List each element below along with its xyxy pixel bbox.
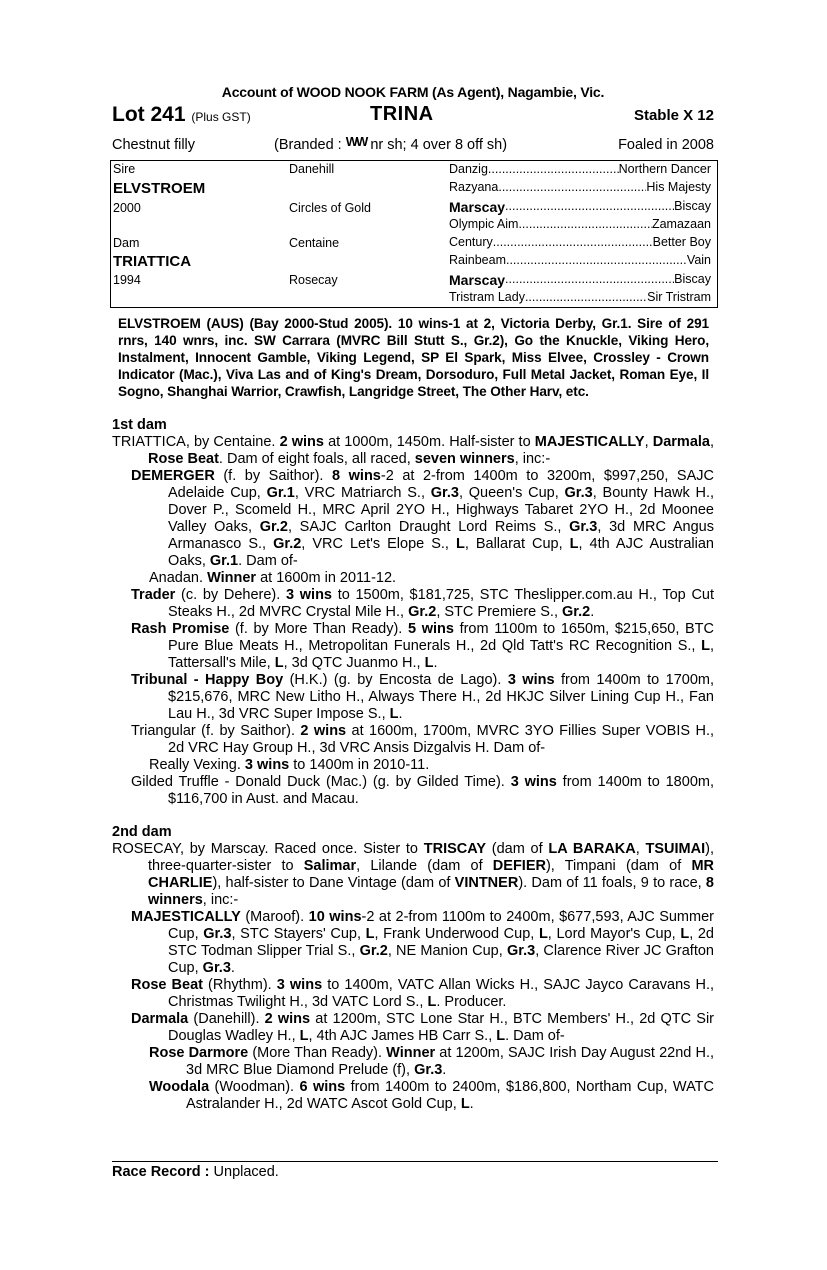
text-run: , Lord Mayor's Cup, (547, 925, 681, 942)
text-run: , VRC Matriarch S., (294, 484, 431, 501)
bold-text: Gr.3 (430, 484, 459, 501)
family-entry (112, 621, 714, 672)
text-run: (Danehill). (188, 1010, 265, 1027)
bold-text: TSUIMAI (645, 840, 706, 857)
bold-text: 2 wins (264, 1010, 311, 1027)
great-grandparent-row (449, 162, 711, 176)
great-grandparent-row (449, 199, 711, 215)
family-entry (112, 723, 714, 757)
description-line (112, 133, 714, 155)
text-run: , Clarence River JC Grafton Cup, (168, 942, 714, 976)
text-run: , 3d QTC Juanmo H., (283, 654, 425, 671)
great-grandparent-name: Century (449, 235, 493, 249)
sex-colour: Chestnut filly (112, 137, 196, 153)
bold-text: 5 wins (407, 620, 454, 637)
bold-text: Winner (207, 569, 257, 586)
stable-number: Stable X 12 (633, 107, 714, 124)
bold-text: L (496, 1027, 506, 1044)
text-run: , inc:- (202, 891, 239, 908)
bold-text: 3 wins (510, 773, 557, 790)
bold-text: Darmala (131, 1010, 189, 1027)
text-run: (f. by Saithor). (214, 467, 333, 484)
text-run: ), half-sister to Dane Vintage (dam of (212, 874, 455, 891)
text-run: Really Vexing. (149, 756, 245, 773)
bold-text: 3 wins (276, 976, 323, 993)
bold-text: MAJESTICALLY (534, 433, 645, 450)
text-run: , Ballarat Cup, (464, 535, 570, 552)
text-run: . (398, 705, 403, 722)
first-dam-heading: 1st dam (112, 416, 167, 433)
bold-text: L (427, 993, 437, 1010)
text-run: . Producer. (436, 993, 507, 1010)
great-grandparent-sire: Sir Tristram (647, 290, 711, 304)
text-run: to 1400m, VATC Allan Wicks H., SAJC Jayco Caravans H., Christmas Twilight H., 3d VATC Lord S., (168, 976, 715, 1010)
bold-text: 6 wins (299, 1078, 346, 1095)
text-run: Anadan. (149, 569, 208, 586)
text-run: to 1400m in 2010-11. (289, 756, 430, 773)
text-run: , 4th AJC James HB Carr S., (308, 1027, 497, 1044)
bold-text: L (701, 637, 710, 654)
great-grandparent-name: Rainbeam (449, 253, 506, 267)
great-grandparent-name: Tristram Lady (449, 290, 525, 304)
bold-text: L (460, 1095, 470, 1112)
bold-text: L (299, 1027, 309, 1044)
family-entry (112, 1079, 714, 1113)
text-run: Triangular (f. by Saithor). (131, 722, 301, 739)
text-run: from 1400m to 1800m, $116,700 in Aust. and Macau. (168, 773, 714, 807)
great-grandparent-sire: His Majesty (646, 180, 711, 194)
text-run: -2 at 2-from 1100m to 2400m, $677,593, AJC Summer Cup, (168, 908, 714, 942)
race-record (112, 1161, 718, 1180)
leader-dots (498, 180, 646, 194)
catalogue-page (112, 84, 714, 1113)
great-grandparent-name: Marscay (449, 199, 506, 215)
text-run: from 1100m to 1650m, $215,650, BTC Pure Blue Meats H., Metropolitan Funerals H., 2d Qld Tatt's RC Recognition S., (168, 620, 714, 654)
bold-text: MAJESTICALLY (131, 908, 241, 925)
great-grandparent-sire: Northern Dancer (618, 162, 711, 176)
leader-dots (518, 217, 651, 231)
bold-text: 8 wins (332, 467, 381, 484)
text-run: , Lilande (dam of (356, 857, 493, 874)
bold-text: MR CHARLIE (148, 857, 714, 891)
leader-dots (505, 199, 674, 215)
bold-text: Rash Promise (131, 620, 230, 637)
dam-year: 1994 (113, 273, 141, 287)
great-grandparent-name: Danzig (449, 162, 488, 176)
text-run: (f. by More Than Ready). (229, 620, 408, 637)
family-entry (112, 434, 714, 468)
brand-mark-icon: WW (345, 134, 367, 149)
text-run: ). Dam of 11 foals, 9 to race, (518, 874, 706, 891)
sire-year: 2000 (113, 201, 141, 215)
bold-text: 3 wins (244, 756, 290, 773)
race-record-label: Race Record : (112, 1164, 214, 1180)
leader-dots (506, 253, 687, 267)
family-entry (112, 841, 714, 909)
dam-name: TRIATTICA (113, 253, 192, 270)
lot-label: Lot 241 (112, 103, 186, 126)
text-run: . Dam of- (238, 552, 298, 569)
leader-dots (488, 162, 619, 176)
text-run: , SAJC Carlton Draught Lord Reims S., (287, 518, 570, 535)
dam-label: Dam (113, 236, 140, 250)
great-grandparent-sire: Biscay (674, 199, 711, 213)
text-run: (Maroof). (240, 908, 309, 925)
text-run: , Queen's Cup, (458, 484, 565, 501)
text-run: (H.K.) (g. by Encosta de Lago). (283, 671, 508, 688)
great-grandparent-row (449, 235, 711, 249)
text-run: at 1600m in 2011-12. (256, 569, 397, 586)
bold-text: Rose Beat (148, 450, 219, 467)
text-run: from 1400m to 2400m, $186,800, Northam Cup, WATC Astralander H., 2d WATC Ascot Gold Cup, (186, 1078, 715, 1112)
great-grandparent-row (449, 253, 711, 267)
family-entry (112, 587, 714, 621)
text-run: from 1400m to 1700m, $215,676, MRC New Litho H., Always There H., 2d HKJC Silver Lining Cup H., Fan Lau H., 3d VRC Super Impose S., (168, 671, 714, 722)
bold-text: 8 winners (148, 874, 714, 908)
text-run: at 1000m, 1450m. Half-sister to (323, 433, 535, 450)
grandsire-maternal: Centaine (289, 236, 340, 250)
bold-text: Gr.2 (562, 603, 591, 620)
bold-text: Trader (131, 586, 176, 603)
text-run: at 1200m, SAJC Irish Day August 22nd H., 3d MRC Blue Diamond Prelude (f), (186, 1044, 714, 1078)
text-run: to 1500m, $181,725, STC Theslipper.com.au H., Top Cut Steaks H., 2d MVRC Crystal Mile H., (168, 586, 715, 620)
great-grandparent-sire: Vain (686, 253, 711, 267)
bold-text: DEFIER (492, 857, 546, 874)
text-run: , STC Stayers' Cup, (231, 925, 366, 942)
text-run: , 2d STC Todman Slipper Trial S., (168, 925, 714, 959)
text-run: . Dam of- (505, 1027, 565, 1044)
text-run: , (709, 433, 715, 450)
text-run: (More Than Ready). (248, 1044, 387, 1061)
text-run: TRIATTICA, by Centaine. (112, 433, 280, 450)
text-run: (dam of (486, 840, 549, 857)
bold-text: L (538, 925, 548, 942)
text-run: , Bounty Hawk H., Dover P., Scomeld H., MRC April 2YO H., Highways Tabaret 2YO H., 2d Moonee Valley Oaks, (168, 484, 715, 535)
text-run: (c. by Dehere). (175, 586, 286, 603)
bold-text: Gr.2 (259, 518, 288, 535)
bold-text: 2 wins (279, 433, 324, 450)
text-run: . (590, 603, 595, 620)
text-run: . (230, 959, 235, 976)
great-grandparent-row (449, 290, 711, 304)
text-run: , (644, 433, 653, 450)
family-entry (112, 909, 714, 977)
bold-text: L (569, 535, 579, 552)
bold-text: seven winners (414, 450, 515, 467)
text-run: , inc:- (514, 450, 551, 467)
bold-text: Gr.3 (506, 942, 536, 959)
bold-text: 3 wins (286, 586, 332, 603)
bold-text: Woodala (149, 1078, 210, 1095)
family-entry (112, 672, 714, 723)
second-dam-section (112, 841, 714, 1113)
bold-text: Gr.3 (564, 484, 593, 501)
great-grandparent-sire: Better Boy (652, 235, 711, 249)
vendor-line: Account of WOOD NOOK FARM (As Agent), Nagambie, Vic. (221, 84, 605, 100)
bold-text: Gr.2 (408, 603, 437, 620)
foaled-year: Foaled in 2008 (618, 137, 714, 153)
bold-text: L (455, 535, 465, 552)
bold-text: L (365, 925, 375, 942)
family-entry (112, 757, 714, 774)
great-grandparent-sire: Zamazaan (651, 217, 711, 231)
brand-text (274, 134, 508, 153)
bold-text: L (274, 654, 284, 671)
text-run: . (442, 1061, 447, 1078)
text-run: , 3d MRC Angus Armanasco S., (168, 518, 714, 552)
text-run: , VRC Let's Elope S., (301, 535, 456, 552)
bold-text: Winner (386, 1044, 436, 1061)
race-record-value: Unplaced. (213, 1164, 279, 1180)
sire-name: ELVSTROEM (113, 180, 206, 197)
second-dam-heading: 2nd dam (112, 823, 172, 840)
text-run: ), three-quarter-sister to (148, 840, 714, 874)
text-run: , Tattersall's Mile, (168, 637, 714, 671)
great-grandparent-name: Olympic Aim (449, 217, 519, 231)
family-entry (112, 774, 714, 808)
bold-text: 10 wins (308, 908, 362, 925)
lot-line (112, 103, 714, 131)
bold-text: Gr.3 (569, 518, 598, 535)
text-run: , NE Manion Cup, (387, 942, 507, 959)
bold-text: 3 wins (507, 671, 555, 688)
text-run: ROSECAY, by Marscay. Raced once. Sister to (112, 840, 424, 857)
bold-text: L (680, 925, 690, 942)
text-run: at 1600m, 1700m, MVRC 3YO Fillies Super VOBIS H., 2d VRC Hay Group H., 3d VRC Ansis Dizgalvis H. Dam of- (168, 722, 714, 756)
family-entry (112, 1011, 714, 1045)
great-grandparent-row (449, 272, 711, 288)
text-run: (Rhythm). (202, 976, 277, 993)
bold-text: Rose Beat (131, 976, 203, 993)
text-run: , (635, 840, 646, 857)
bold-text: TRISCAY (423, 840, 487, 857)
bold-text: Tribunal - Happy Boy (131, 671, 284, 688)
bold-text: Gr.3 (203, 925, 232, 942)
bold-text: Gr.2 (273, 535, 302, 552)
family-entry (112, 977, 714, 1011)
text-run: ), Timpani (dam of (545, 857, 692, 874)
text-run: , STC Premiere S., (436, 603, 563, 620)
bold-text: DEMERGER (131, 467, 215, 484)
sire-summary: ELVSTROEM (AUS) (Bay 2000-Stud 2005). 10 wins-1 at 2, Victoria Derby, Gr.1. Sire of 291 rnrs, 140 wnrs, inc. SW Carrara (MVRC Bill Stutt S., Gr.2), Go the Knuckle, Viking Hero, Instalment, Innocent Gamble, Viking Legend, SP El Spark, Miss Elvee, Crossley - Crown Indicator (Mac.), Viva Las and of King's Dream, Dorsoduro, Full Metal Jacket, Roman Eye, Il Sogno, Shanghai Warrior, Crawfish, Langridge Street, The Other Harv, etc. (118, 316, 709, 399)
great-grandparent-name: Razyana (449, 180, 499, 194)
bold-text: Gr.3 (202, 959, 231, 976)
bold-text: L (424, 654, 434, 671)
great-grandparent-row (449, 217, 711, 231)
bold-text: Rose Darmore (149, 1044, 249, 1061)
bold-text: 2 wins (300, 722, 347, 739)
bold-text: Salimar (303, 857, 357, 874)
family-entry (112, 1045, 714, 1079)
great-grandparent-sire: Biscay (674, 272, 711, 286)
text-run: Gilded Truffle - Donald Duck (Mac.) (g. by Gilded Time). (131, 773, 511, 790)
bold-text: Gr.1 (266, 484, 295, 501)
great-grandparent-name: Marscay (449, 272, 506, 288)
text-run: , Frank Underwood Cup, (374, 925, 539, 942)
first-dam-section (112, 434, 714, 808)
text-run: . (433, 654, 438, 671)
lot-number (112, 103, 251, 127)
horse-name: TRINA (370, 103, 434, 125)
sire-label: Sire (113, 162, 136, 176)
text-run: . (469, 1095, 474, 1112)
bold-text: Gr.1 (209, 552, 239, 569)
leader-dots (505, 272, 674, 288)
text-run: (Woodman). (209, 1078, 300, 1095)
bold-text: LA BARAKA (548, 840, 636, 857)
bold-text: VINTNER (454, 874, 519, 891)
family-entry (112, 570, 714, 587)
brand-suffix: nr sh; 4 over 8 off sh) (366, 137, 508, 153)
great-grandparent-row (449, 180, 711, 194)
text-run: -2 at 2-from 1400m to 3200m, $997,250, SAJC Adelaide Cup, (168, 467, 714, 501)
family-entry (112, 468, 714, 570)
text-run: . Dam of eight foals, all raced, (218, 450, 415, 467)
gst-note: (Plus GST) (191, 110, 251, 124)
grandsire-paternal: Danehill (289, 162, 335, 176)
leader-dots (525, 290, 647, 304)
granddam-maternal: Rosecay (289, 273, 338, 287)
text-run: at 1200m, STC Lone Star H., BTC Members' H., 2d QTC Sir Douglas Wadley H., (168, 1010, 714, 1044)
leader-dots (493, 235, 653, 249)
bold-text: L (389, 705, 399, 722)
bold-text: Gr.3 (414, 1061, 443, 1078)
brand-prefix: (Branded : (274, 137, 346, 153)
granddam-paternal: Circles of Gold (289, 201, 371, 215)
bold-text: Darmala (652, 433, 710, 450)
bold-text: Gr.2 (359, 942, 388, 959)
text-run: , 4th AJC Australian Oaks, (168, 535, 714, 569)
pedigree-table (110, 160, 718, 308)
